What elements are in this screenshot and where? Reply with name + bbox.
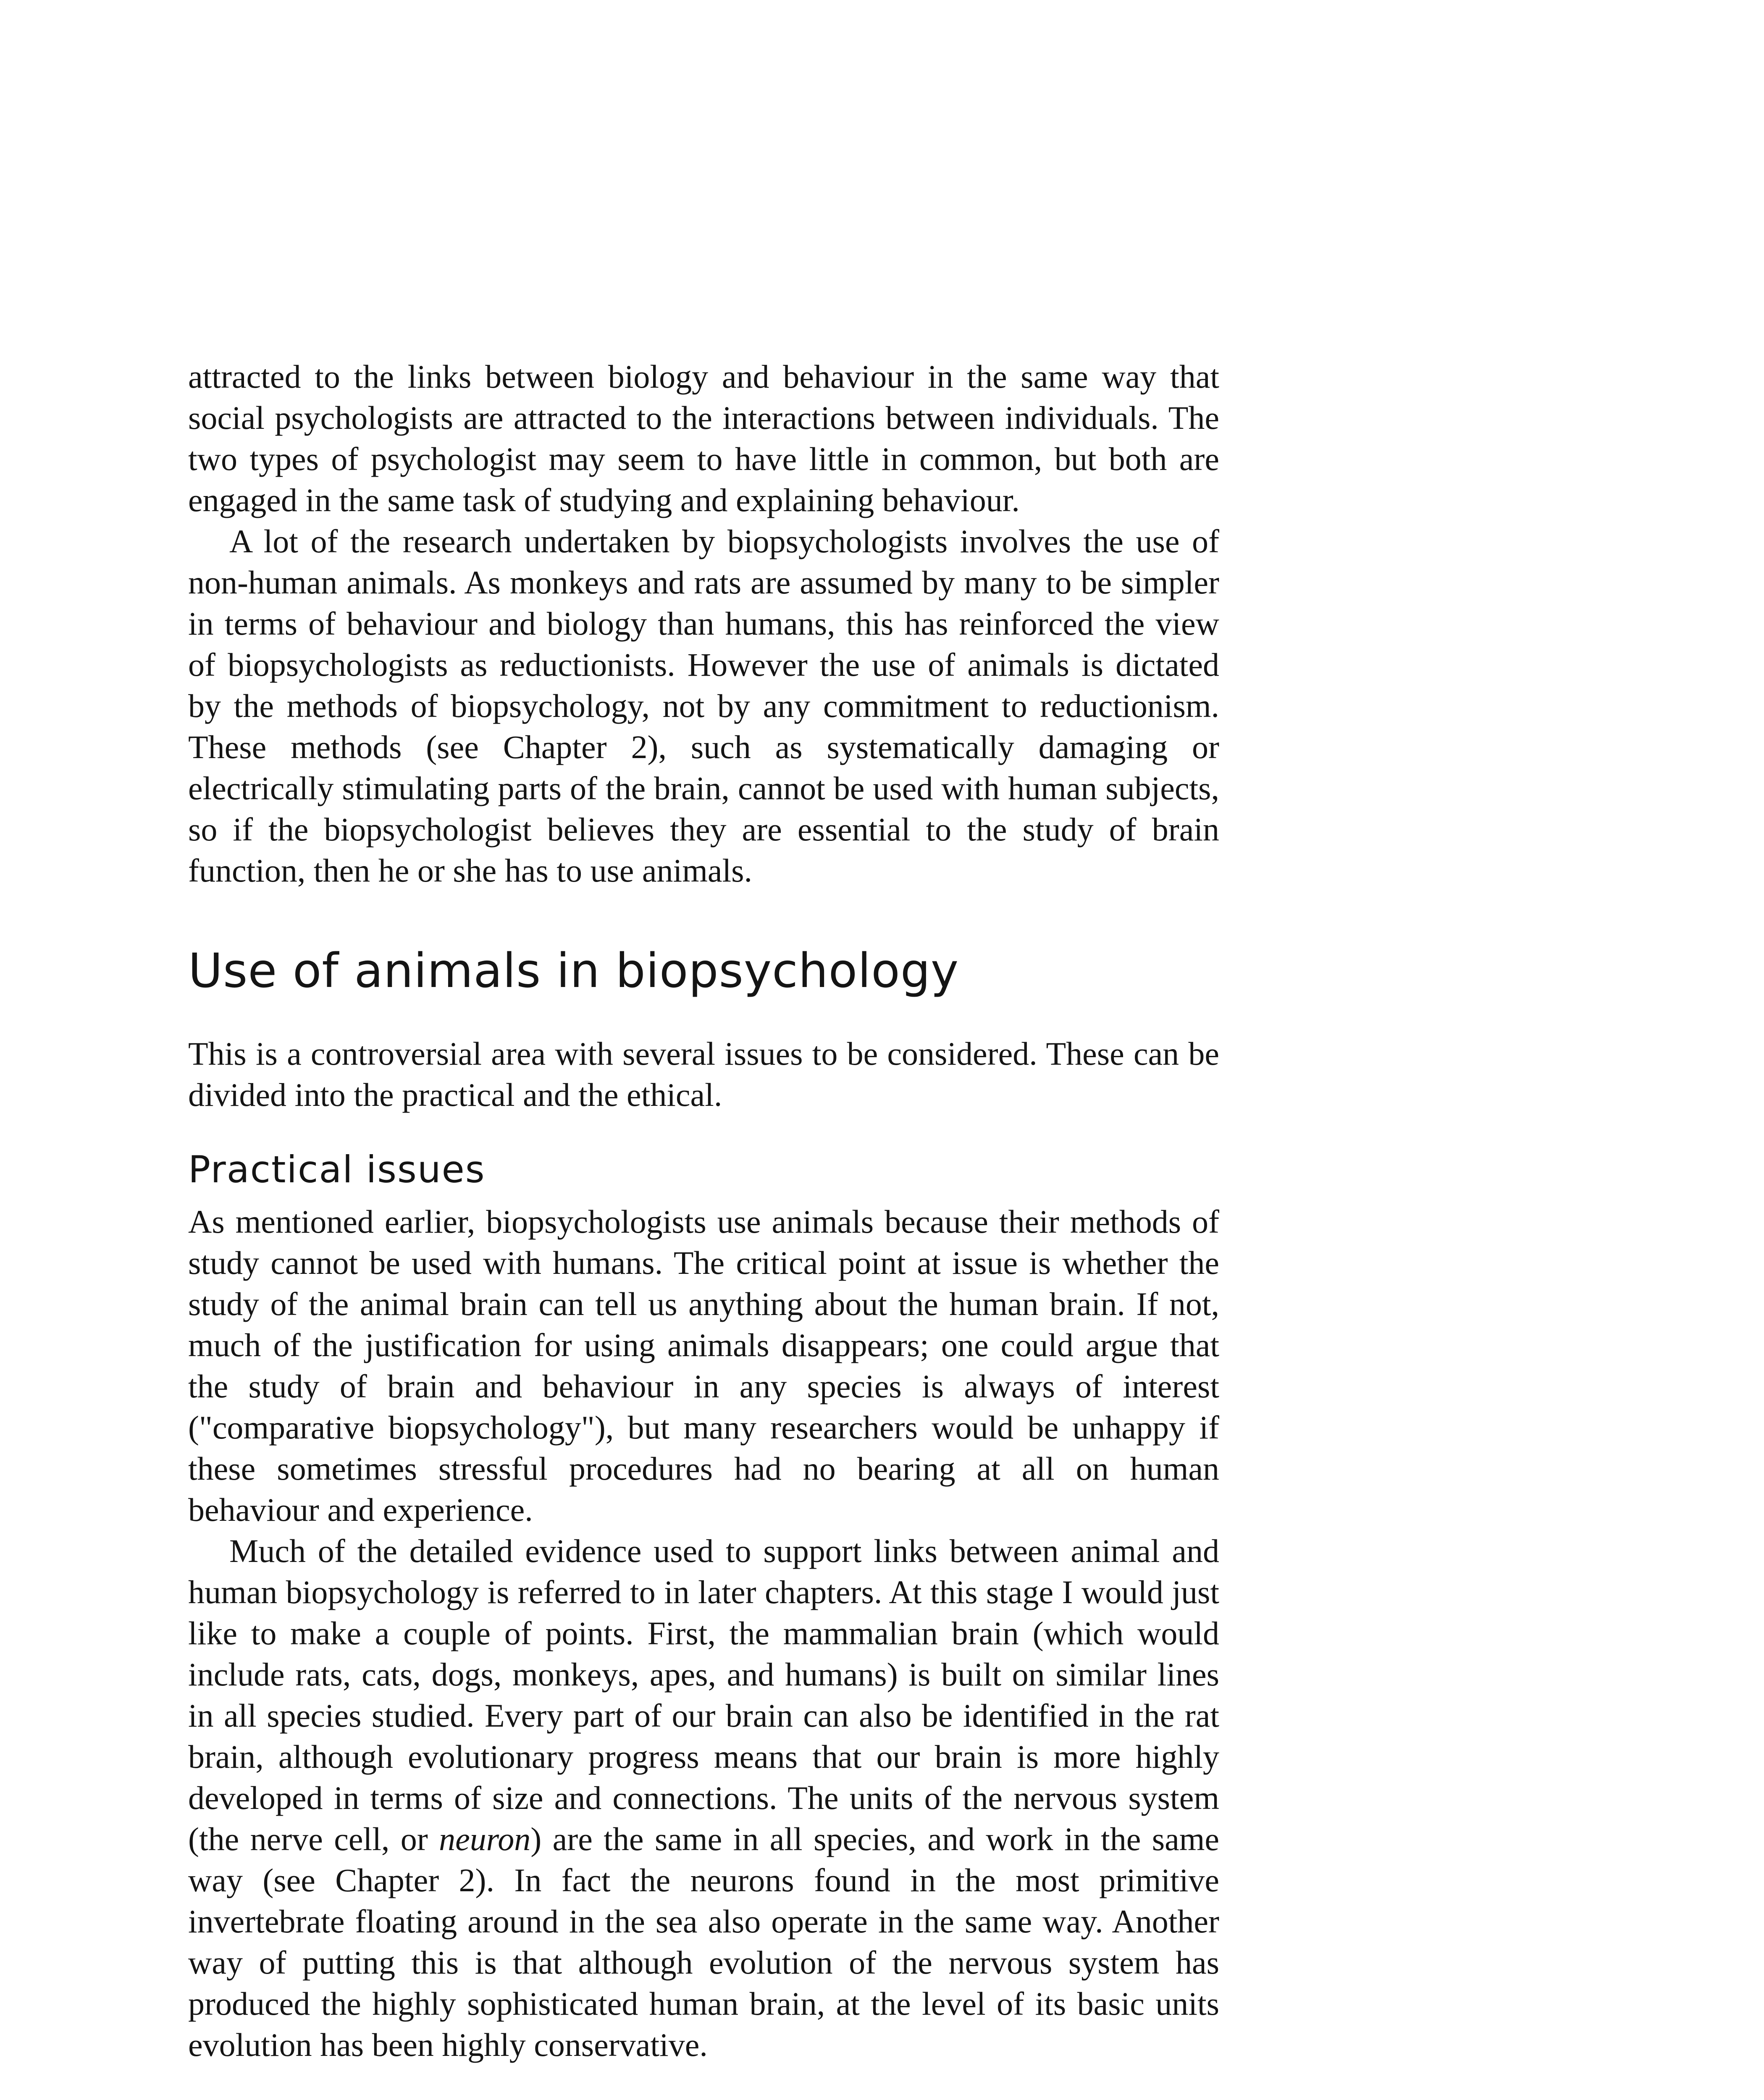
italic-term: neuron	[439, 1821, 531, 1857]
paragraph-text: ) are the same in all species, and work in the same way (see Chapter 2). In fact the neurons found in the most primitive invertebrate floating around in the sea also operate in the same way. Another way of putting this is that although evolution of the nervous system has produced the highly sophisticated human brain, at the level of its basic units evolution has been highly conservative.	[188, 1821, 1219, 2063]
body-paragraph	[188, 1530, 1219, 2066]
body-paragraph: As mentioned earlier, biopsychologists use animals because their methods of study cannot be used with humans. The critical point at issue is whether the study of the animal brain can tell us anything about the human brain. If not, much of the justification for using animals disappears; one could argue that the study of brain and behaviour in any species is always of interest ("comparative biopsychology"), but many researchers would be unhappy if these sometimes stressful procedures had no bearing at all on human behaviour and experience.	[188, 1203, 1219, 1528]
body-paragraph: attracted to the links between biology and behaviour in the same way that social psychologists are attracted to the interactions between individuals. The two types of psychologist may seem to have little in common, but both are engaged in the same task of studying and explaining behaviour.	[188, 358, 1219, 518]
section-intro-paragraph: This is a controversial area with several issues to be considered. These can be divided into the practical and the ethical.	[188, 1035, 1219, 1113]
subsection-heading: Practical issues	[188, 1148, 486, 1191]
paragraph-text: Much of the detailed evidence used to support links between animal and human biopsychology is referred to in later chapters. At this stage I would just like to make a couple of points. First, the mammalian brain (which would include rats, cats, dogs, monkeys, apes, and humans) is built on similar lines in all species studied. Every part of our brain can also be identified in the rat brain, although evolutionary progress means that our brain is more highly developed in terms of size and connections. The units of the nervous system (the nerve cell, or	[188, 1533, 1219, 1857]
section-heading: Use of animals in biopsychology	[188, 944, 959, 998]
body-paragraph: A lot of the research undertaken by biopsychologists involves the use of non-human animals. As monkeys and rats are assumed by many to be simpler in terms of behaviour and biology than humans, this has reinforced the view of biopsychologists as reductionists. However the use of animals is dictated by the methods of biopsychology, not by any commitment to reductionism. These methods (see Chapter 2), such as systematically damaging or electrically stimulating parts of the brain, cannot be used with human subjects, so if the biopsychologist believes they are essential to the study of brain function, then he or she has to use animals.	[188, 523, 1219, 889]
text-column	[188, 356, 1219, 2066]
